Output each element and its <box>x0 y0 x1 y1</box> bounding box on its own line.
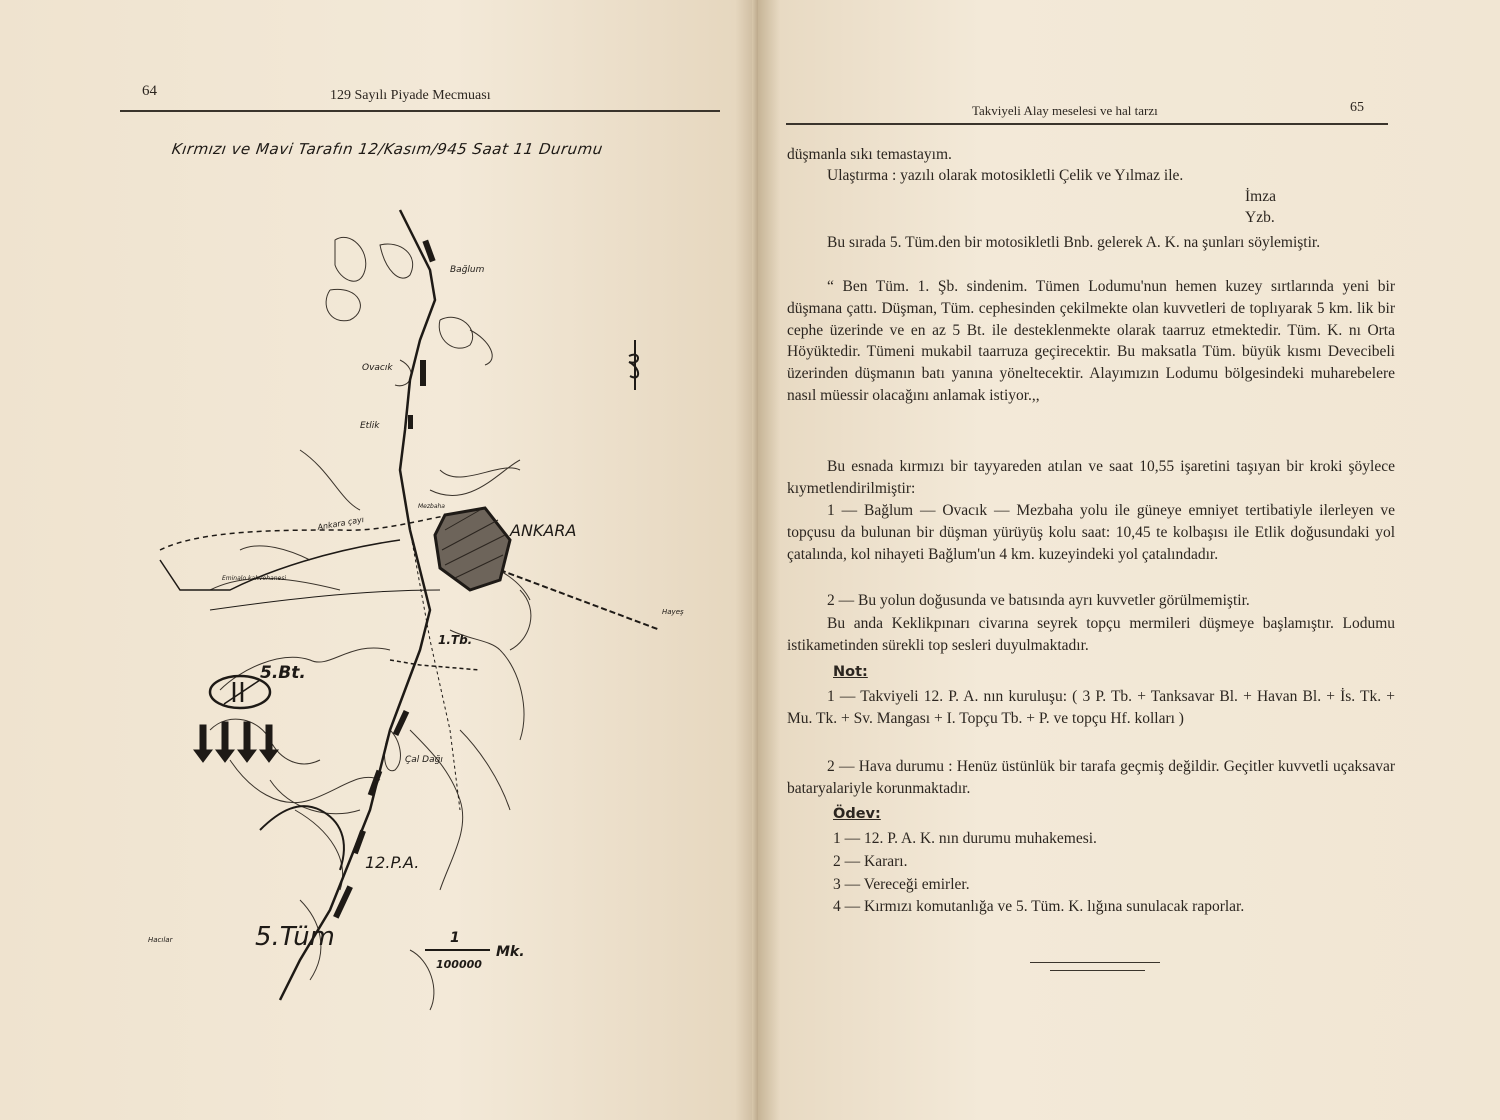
map-label-mezbaha: Mezbaha <box>418 503 445 510</box>
red-attack-arrows <box>194 722 278 762</box>
scale-unit: Mk. <box>496 944 525 960</box>
map-label-5-tum: 5.Tüm <box>255 922 335 952</box>
scale-denominator: 100000 <box>436 958 482 971</box>
military-sketch-map <box>100 170 700 1050</box>
map-label-eminalo: Eminalo kahvehanesi <box>222 575 286 582</box>
scale-numerator: 1 <box>450 930 460 946</box>
map-label-hayes: Hayeş <box>662 608 684 616</box>
paragraph-artillery: Bu anda Keklikpınarı civarına seyrek topçu mermileri düşmeye başlamıştır. Lodumu istikametinden sürekli top sesleri duyulmaktadır. <box>787 615 1395 654</box>
odev-heading: Ödev: <box>833 806 881 822</box>
paragraph-messenger: Bu sırada 5. Tüm.den bir motosikletli Bnb. gelerek A. K. na şunları söylemiştir. <box>827 234 1321 251</box>
left-running-head: 129 Sayılı Piyade Mecmuası <box>330 88 491 103</box>
map-label-one-tb: 1.Tb. <box>438 633 473 647</box>
not-heading: Not: <box>833 664 868 680</box>
paragraph-sketch: Bu esnada kırmızı bir tayyareden atılan ve saat 10,55 işaretini taşıyan bir kroki şöylece kıymetlendirilmiştir: <box>787 458 1395 497</box>
map-label-baglum: Bağlum <box>450 265 485 275</box>
north-arrow <box>629 340 638 390</box>
odev-item-1: 1 — 12. P. A. K. nın durumu muhakemesi. <box>833 830 1097 847</box>
signature-rank: Yzb. <box>1245 209 1275 226</box>
terrain-contours <box>210 237 531 1010</box>
map-label-hacilar: Hacılar <box>148 936 173 944</box>
right-running-head: Takviyeli Alay meselesi ve hal tarzı <box>972 103 1158 118</box>
paragraph-quote: “ Ben Tüm. 1. Şb. sindenim. Tümen Lodumu'nun hemen kuzey sırtlarında yeni bir düşmana çattı. Düşman, Tüm. cephesinden çekilmekte olan kuvvetleri de toplıyarak 5 km. lik bir cephe üzerinde ve en az 5 Bt. ile desteklenmekte olarak taarruz etmektedir. Tüm. K. nı Orta Höyüktedir. Tümeni mukabil taarruza geçirecektir. Bu maksatla Tüm. büyük kısmı Devecibeli üzerinden düşmanın batı yanına yöneltecektir. Alayımızın Lodumu bölgesindeki muharebelere nasıl müessir olacağını anlamak istiyor.,, <box>787 278 1395 404</box>
map-label-ankara: ANKARA <box>510 521 577 540</box>
odev-item-2: 2 — Kararı. <box>833 853 908 870</box>
paragraph-item-1: 1 — Bağlum — Ovacık — Mezbaha yolu ile güneye emniyet tertibatiyle ilerleyen ve topçusu da bulunan bir düşman yürüyüş kolu saat: 10,45 te kolbaşısı ile Etlik doğusundaki yol çatalında, kol nihayeti Bağlum'un 4 km. kuzeyindeki yol çatalındadır. <box>787 502 1395 563</box>
paragraph-item-2: 2 — Bu yolun doğusunda ve batısında ayrı kuvvetler görülmemiştir. <box>827 592 1250 609</box>
right-header-rule <box>786 123 1388 125</box>
roads <box>160 210 660 1000</box>
text-line-2: Ulaştırma : yazılı olarak motosikletli Çelik ve Yılmaz ile. <box>827 167 1184 184</box>
note-1: 1 — Takviyeli 12. P. A. nın kuruluşu: ( 3 P. Tb. + Tanksavar Bl. + Havan Bl. + İs. Tk. + Mu. Tk. + Sv. Mangası + I. Topçu Tb. + P. ve topçu Hf. kolları ) <box>787 688 1395 727</box>
left-header-rule <box>120 110 720 112</box>
signature-imza: İmza <box>1245 188 1276 205</box>
text-line-1: düşmanla sıkı temastayım. <box>787 146 952 163</box>
map-label-ankara-cayi: Ankara çayı <box>316 514 365 532</box>
map-label-ovacik: Ovacık <box>362 363 393 373</box>
right-page-number: 65 <box>1350 100 1364 115</box>
end-rule-bottom <box>1050 970 1145 971</box>
left-page-number: 64 <box>142 83 157 99</box>
map-label-12-pa: 12.P.A. <box>365 853 420 872</box>
map-title: Kırmızı ve Mavi Tarafın 12/Kasım/945 Saat 11 Durumu <box>170 140 605 158</box>
map-label-five-bt: 5.Bt. <box>260 663 306 683</box>
end-rule-top <box>1030 962 1160 963</box>
map-label-etlik: Etlik <box>360 421 380 431</box>
odev-item-3: 3 — Vereceği emirler. <box>833 876 970 893</box>
map-label-cal-dagi: Çal Dağı <box>405 755 443 765</box>
ankara-city-area <box>435 508 510 590</box>
note-2: 2 — Hava durumu : Henüz üstünlük bir tarafa geçmiş değildir. Geçitler kuvvetli uçaksavar bataryalariyle korunmaktadır. <box>787 758 1395 797</box>
odev-item-4: 4 — Kırmızı komutanlığa ve 5. Tüm. K. lığına sunulacak raporlar. <box>833 898 1245 915</box>
